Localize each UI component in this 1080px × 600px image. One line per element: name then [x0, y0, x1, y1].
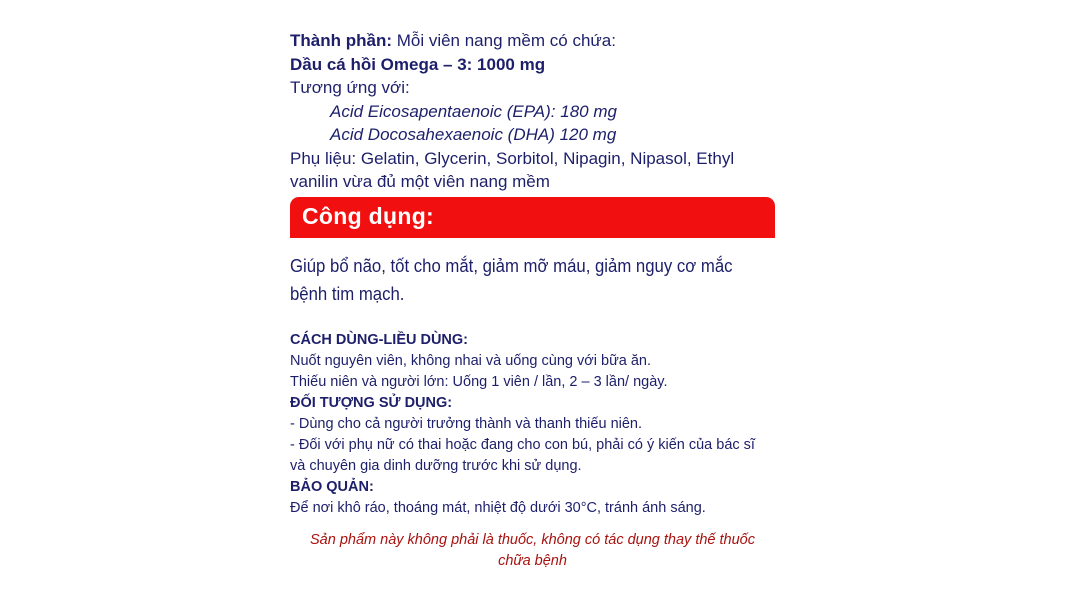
target-users-heading: ĐỐI TƯỢNG SỬ DỤNG: [290, 395, 453, 411]
directions-line-1: Nuốt nguyên viên, không nhai và uống cùng với bữa ăn. [290, 353, 652, 369]
dha-amount: Acid Docosahexaenoic (DHA) 120 mg [330, 125, 617, 144]
uses-heading: Công dụng: [302, 203, 435, 229]
disclaimer-note [290, 530, 775, 572]
storage-line-1: Để nơi khô ráo, thoáng mát, nhiệt độ dưới 30°C, tránh ánh sáng. [290, 500, 706, 516]
uses-banner [290, 197, 775, 238]
ingredients-label: Thành phần: [290, 31, 392, 50]
disclaimer-line-2: chữa bệnh [498, 553, 567, 569]
details-section [290, 330, 755, 519]
target-users-line-2: - Đối với phụ nữ có thai hoặc đang cho con bú, phải có ý kiến của bác sĩ [290, 437, 755, 453]
excipients-line-2: vanilin vừa đủ một viên nang mềm [290, 172, 550, 191]
uses-line-2: bệnh tim mạch. [290, 284, 405, 304]
storage-heading: BẢO QUẢN: [290, 479, 374, 495]
uses-section [290, 252, 733, 308]
excipients-line-1: Phụ liệu: Gelatin, Glycerin, Sorbitol, Nipagin, Nipasol, Ethyl [290, 148, 735, 168]
ingredients-title [290, 29, 734, 53]
directions-line-2: Thiếu niên và người lớn: Uống 1 viên / lần, 2 – 3 lần/ ngày. [290, 374, 668, 390]
epa-amount: Acid Eicosapentaenoic (EPA): 180 mg [330, 101, 617, 121]
main-ingredient: Dầu cá hồi Omega – 3: 1000 mg [290, 54, 546, 74]
uses-line-1: Giúp bổ não, tốt cho mắt, giảm mỡ máu, giảm nguy cơ mắc [290, 256, 733, 276]
disclaimer-line-1: Sản phẩm này không phải là thuốc, không có tác dụng thay thế thuốc [310, 532, 755, 548]
ingredients-intro: Mỗi viên nang mềm có chứa: [391, 31, 616, 50]
directions-heading: CÁCH DÙNG-LIỀU DÙNG: [290, 332, 469, 348]
equivalent-label: Tương ứng với: [290, 78, 410, 97]
target-users-line-3: và chuyên gia dinh dưỡng trước khi sử dụng. [290, 458, 582, 474]
ingredients-section [290, 29, 734, 194]
target-users-line-1: - Dùng cho cả người trưởng thành và thanh thiếu niên. [290, 416, 643, 432]
